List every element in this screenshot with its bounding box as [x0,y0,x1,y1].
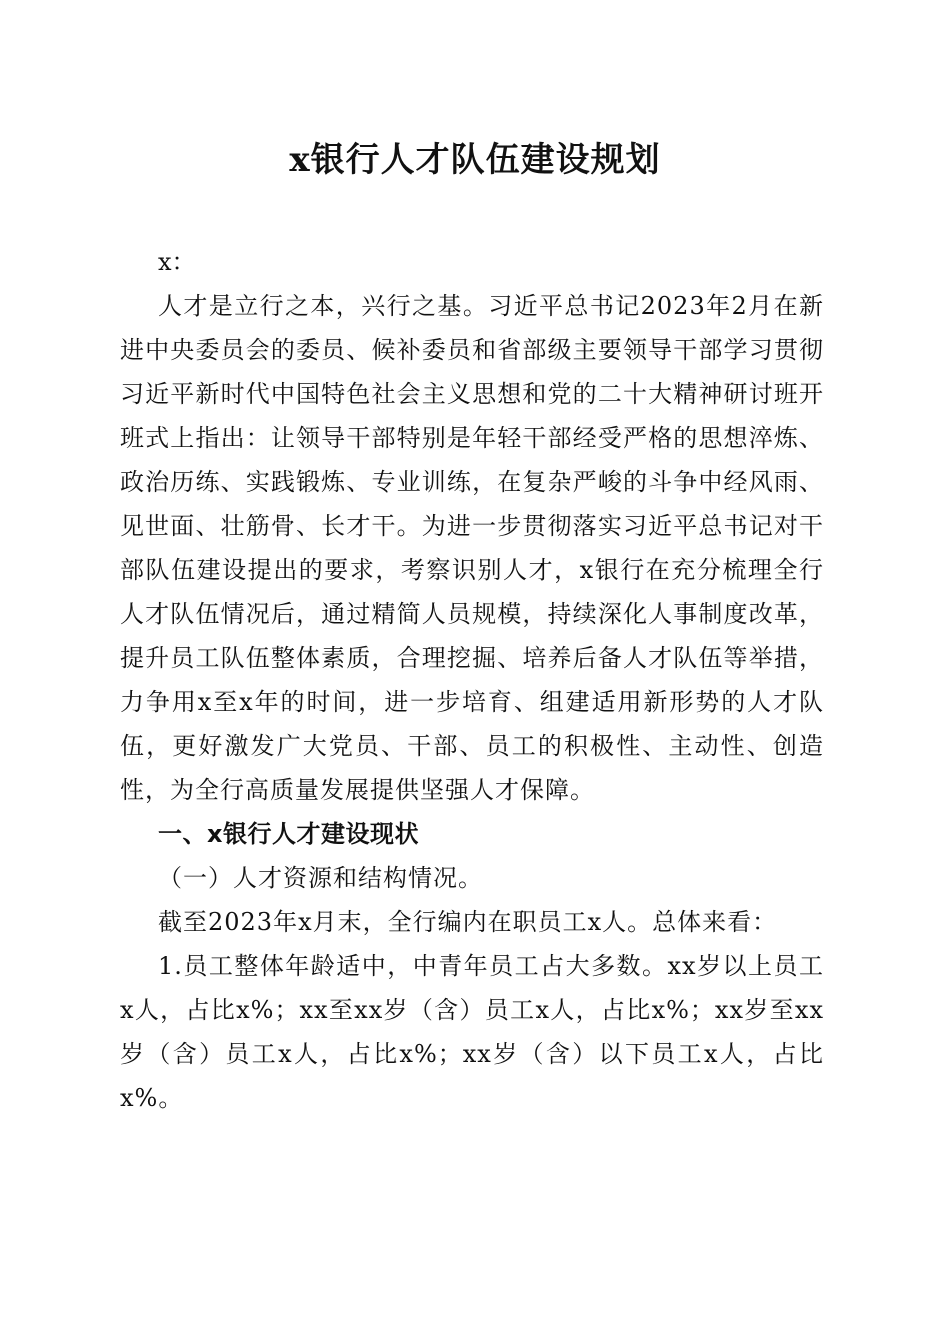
point-paragraph: 1.员工整体年龄适中，中青年员工占大多数。xx岁以上员工x人，占比x%；xx至xx岁（含）员工x人，占比x%；xx岁至xx岁（含）员工x人，占比x%；xx岁（含）以下员工x人，占比x%。 [120,952,824,1112]
status-paragraph: 截至2023年x月末，全行编内在职员工x人。总体来看： [158,908,778,936]
subsection-heading: （一）人才资源和结构情况。 [158,864,483,892]
document-title: x银行人才队伍建设规划 [289,140,661,180]
intro-paragraph: 人才是立行之本，兴行之基。习近平总书记2023年2月在新进中央委员会的委员、候补委员和省部级主要领导干部学习贯彻习近平新时代中国特色社会主义思想和党的二十大精神研讨班开班式上指出：让领导干部特别是年轻干部经受严格的思想淬炼、政治历练、实践锻炼、专业训练，在复杂严峻的斗争中经风雨、见世面、壮筋骨、长才干。为进一步贯彻落实习近平总书记对干部队伍建设提出的要求，考察识别人才，x银行在充分梳理全行人才队伍情况后，通过精简人员规模，持续深化人事制度改革，提升员工队伍整体素质，合理挖掘、培养后备人才队伍等举措，力争用x至x年的时间，进一步培育、组建适用新形势的人才队伍，更好激发广大党员、干部、员工的积极性、主动性、创造性，为全行高质量发展提供坚强人才保障。 [120,292,824,804]
section-heading: 一、x银行人才建设现状 [158,820,419,848]
salutation: x： [158,248,196,276]
document-body [120,240,824,1120]
